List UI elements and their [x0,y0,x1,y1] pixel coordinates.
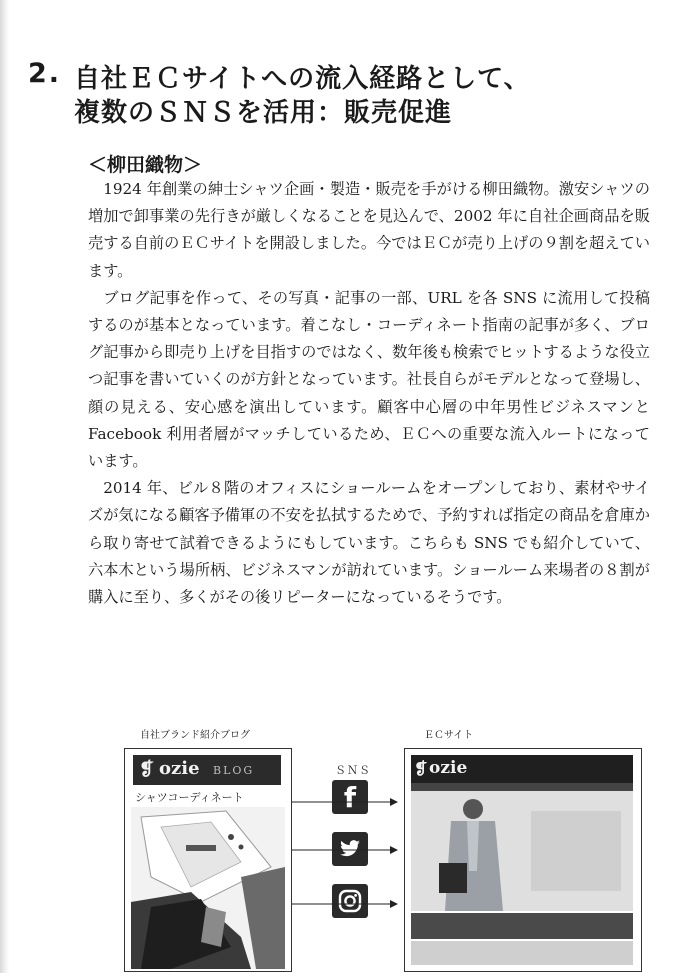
blog-caption: 自社ブランド紹介ブログ [140,730,250,741]
company-heading: ＜柳田織物＞ [88,154,203,176]
paragraph: 1924 年創業の紳士シャツ企画・製造・販売を手がける柳田織物。激安シャツの増加で卸事業の先行きが厳しくなることを見込んで、2002 年に自社企画商品を販売する自前のＥＣサイトを開設しました。今ではＥＣが売り上げの９割を超えています。 [88,180,650,280]
brand-mark-icon: ❡ [414,759,428,778]
section-title-line-2: 複数のＳＮＳを活用：販売促進 [74,98,453,128]
shirt-coordinate-photo [131,807,285,969]
ec-banner-strip [411,913,633,939]
section-number: 2. [28,58,62,89]
blog-logo: ozie [159,758,200,779]
blog-tag: BLOG [213,764,255,777]
paragraph: 2014 年、ビル８階のオフィスにショールームをオープンしており、素材やサイズが気になる顧客予備軍の不安を払拭するためで、予約すれば指定の商品を倉庫から取り寄せて試着できるようにもしています。こちらも SNS でも紹介していて、六本木という場所柄、ビジネスマンが訪れています。ショールーム来場者の８割が購入に至り、多くがその後リピーターになっているそうです。 [88,479,650,607]
sns-caption: ＳＮＳ [335,764,371,777]
ec-site-logo: ozie [429,758,468,778]
body-text [88,176,650,611]
blog-screenshot [124,748,292,972]
section-title-line-1: 自社ＥＣサイトへの流入経路として、 [74,64,531,94]
sns-flow-figure [0,720,700,973]
ec-site-screenshot [404,748,642,972]
ec-site-caption: ＥＣサイト [424,730,474,741]
blog-banner [133,755,281,785]
facebook-icon: f [332,780,368,814]
arrow-icon [292,898,398,910]
ec-site-header [411,755,633,783]
arrow-icon [292,844,398,856]
brand-mark-icon: ❡ [139,759,155,780]
ec-site-nav [411,783,633,791]
ec-footer-strip [411,941,633,965]
blog-article-title: シャツコーディネート [135,791,244,804]
ec-hero-photo [411,791,633,911]
arrow-icon [292,796,398,808]
paragraph: ブログ記事を作って、その写真・記事の一部、URL を各 SNS に流用して投稿するのが基本となっています。着こなし・コーディネート指南の記事が多く、ブログ記事から即売り上げを目指すのではなく、数年後も検索でヒットするような役立つ記事を書いていくのが方針となっています。社長自らがモデルとなって登場し、顔の見える、安心感を演出しています。顧客中心層の中年男性ビジネスマンと Facebook 利用者層がマッチしているため、ＥＣへの重要な流入ルートになっています。 [88,288,650,471]
